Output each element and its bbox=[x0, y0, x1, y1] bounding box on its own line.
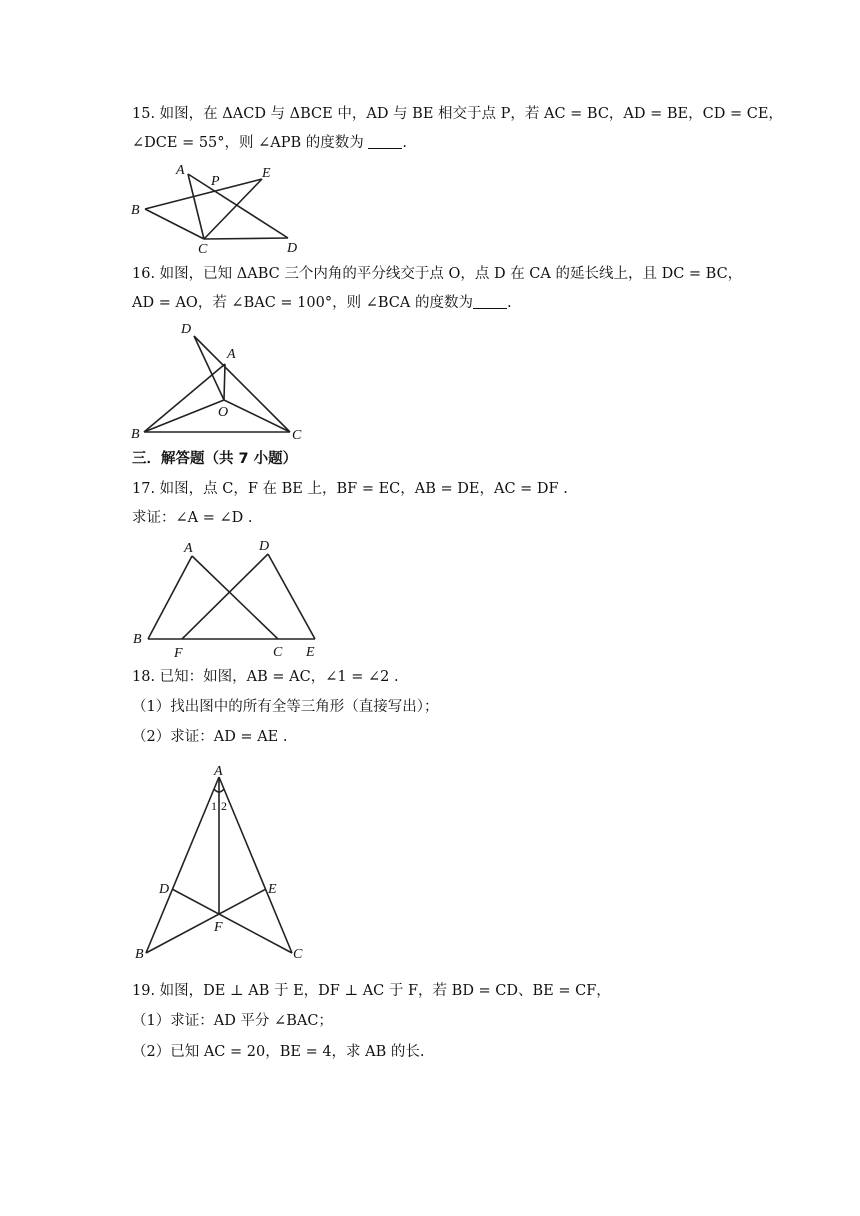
q18-segment-BE bbox=[146, 889, 266, 953]
q17-label-E: E bbox=[306, 645, 315, 660]
q15-label-E: E bbox=[262, 166, 271, 181]
q17-label-D: D bbox=[259, 539, 270, 554]
q18-segment-AB bbox=[146, 777, 219, 953]
q15-label-C: C bbox=[198, 242, 208, 257]
q15-label-A: A bbox=[176, 163, 185, 178]
q15-label-D: D bbox=[287, 241, 298, 256]
q18-text-line2: （1）找出图中的所有全等三角形（直接写出）； bbox=[132, 699, 439, 715]
q15-label-P: P bbox=[211, 174, 220, 189]
q15-text-line2-end: . bbox=[402, 135, 407, 151]
q18-label-D: D bbox=[159, 882, 170, 897]
q18-segment-CD bbox=[172, 889, 292, 953]
q18-segment-AC bbox=[219, 777, 292, 953]
q17-label-B: B bbox=[133, 632, 142, 647]
q18-text-line3: （2）求证：AD = AE . bbox=[132, 729, 288, 745]
q15-label-B: B bbox=[131, 203, 140, 218]
q17-label-C: C bbox=[273, 645, 283, 660]
q19-text-line2: （1）求证：AD 平分 ∠BAC； bbox=[132, 1013, 333, 1029]
q16-label-O: O bbox=[218, 405, 229, 420]
q15-text-line2-body: ∠DCE = 55°，则 ∠APB 的度数为 bbox=[132, 135, 369, 151]
q16-text-line1: 16. 如图，已知 ΔABC 三个内角的平分线交于点 O，点 D 在 CA 的延长线上，且 DC = BC， bbox=[132, 266, 743, 282]
q18-label-2: 2 bbox=[221, 799, 227, 813]
q17-label-F: F bbox=[174, 646, 183, 661]
q16-text-line2-end: . bbox=[506, 295, 512, 311]
q15-text-line1: 15. 如图，在 ΔACD 与 ΔBCE 中，AD 与 BE 相交于点 P，若 AC = BC，AD = BE，CD = CE， bbox=[132, 106, 783, 122]
q16-label-C: C bbox=[292, 428, 302, 443]
section-heading: 三．解答题（共 7 小题） bbox=[132, 451, 298, 467]
q18-label-1: 1 bbox=[211, 799, 217, 813]
q19-text-line3: （2）已知 AC = 20，BE = 4，求 AB 的长. bbox=[132, 1044, 425, 1060]
q18-label-A: A bbox=[214, 764, 223, 779]
q16-label-D: D bbox=[181, 322, 192, 337]
q18-label-C: C bbox=[293, 947, 303, 962]
q16-text-line2-body: AD = AO，若 ∠BAC = 100°，则 ∠BCA 的度数为 bbox=[132, 295, 473, 311]
q17-text-line1: 17. 如图，点 C，F 在 BE 上，BF = EC，AB = DE，AC = DF . bbox=[132, 481, 568, 497]
q16-label-B: B bbox=[131, 427, 140, 442]
q16-label-A: A bbox=[227, 347, 236, 362]
q18-text-line1: 18. 已知：如图，AB = AC，∠1 = ∠2 . bbox=[132, 669, 399, 685]
q17-text-line2: 求证：∠A = ∠D . bbox=[132, 510, 253, 526]
q18-label-F: F bbox=[214, 920, 223, 935]
q18-label-E: E bbox=[268, 882, 277, 897]
q18-label-B: B bbox=[135, 947, 144, 962]
q19-text-line1: 19. 如图，DE ⊥ AB 于 E，DF ⊥ AC 于 F，若 BD = CD、BE = CF， bbox=[132, 983, 611, 999]
q17-label-A: A bbox=[184, 541, 193, 556]
